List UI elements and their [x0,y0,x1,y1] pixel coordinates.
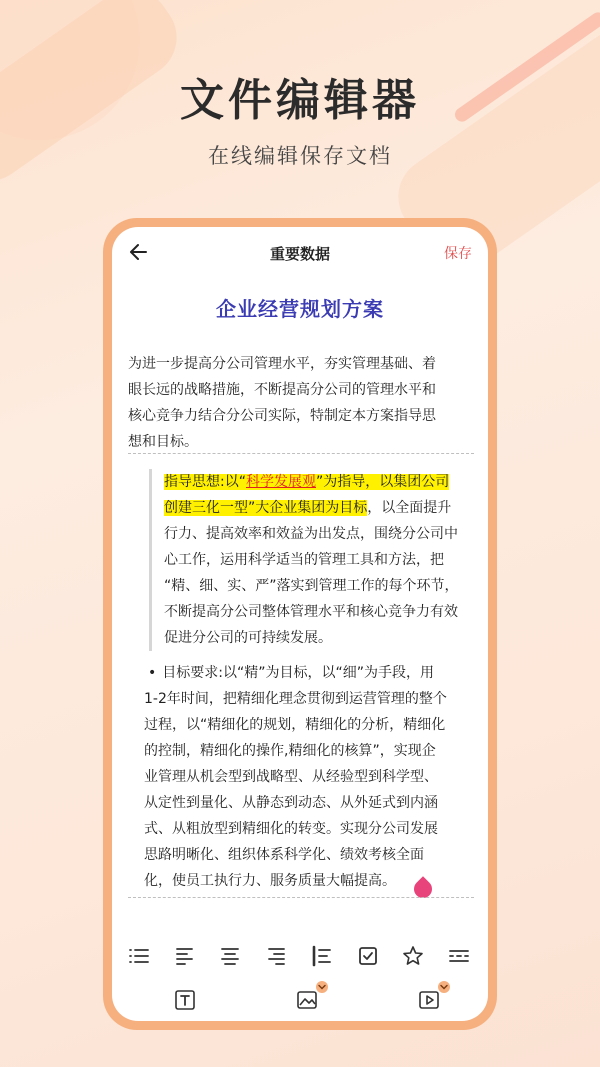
text-line: 式、从粗放型到精细化的转变。实现分公司发展 [144,821,438,837]
text-line: 业管理从机会型到战略型、从经验型到科学型、 [144,769,438,785]
document-title[interactable]: 企业经营规划方案 [216,297,384,321]
quote-block[interactable] [149,469,488,651]
text-line: 过程，以“精细化的规划，精细化的分析，精细化 [144,717,446,733]
text-line: 核心竞争力结合分公司实际，特制定本方案指导思 [128,408,436,424]
highlighted-text: 指导思想:以“ [164,474,246,490]
save-button[interactable]: 保存 [444,246,472,262]
chevron-down-icon [316,981,328,993]
divider-icon[interactable] [446,943,472,969]
top-bar [112,227,488,277]
text-line: “精、细、实、严”落实到管理工作的每个环节， [164,578,459,594]
text-line: 的控制，精细化的操作,精细化的核算”，实现企 [144,743,436,759]
text-line [164,469,488,495]
star-icon[interactable] [400,943,426,969]
text-line: 眼长远的战略措施，不断提高分公司的管理水平和 [128,382,436,398]
align-left-icon[interactable] [172,943,198,969]
chevron-down-icon [438,981,450,993]
hero-subtitle: 在线编辑保存文档 [208,144,392,168]
bullet-icon: • [148,665,157,681]
page-title: 重要数据 [269,245,330,263]
text-line: 1-2年时间，把精细化理念贯彻到运营管理的整个 [144,691,447,707]
text-line: 从定性到量化、从静态到动态、从外延式到内涵 [144,795,438,811]
align-right-icon[interactable] [263,943,289,969]
plain-text: ，以全面提升 [367,500,452,516]
format-toolbar [126,941,472,971]
dashed-divider [128,453,474,454]
image-icon[interactable] [294,987,320,1013]
phone-frame [103,218,497,1030]
checkbox-icon[interactable] [355,943,381,969]
insert-toolbar [172,985,442,1015]
text-line: 想和目标。 [128,434,198,450]
text-line: 思路明晰化、组织体系科学化、绩效考核全面 [144,847,424,863]
plain-text: 目标要求:以“精”为目标，以“细”为手段，用 [162,665,434,681]
highlighted-text: ”为指导，以集团公司 [315,474,450,490]
goal-bullet-item[interactable] [144,660,474,894]
intro-paragraph[interactable] [128,351,472,455]
link-text[interactable]: 科学发展观 [245,474,316,490]
text-box-icon[interactable] [172,987,198,1013]
text-line [144,660,474,686]
text-line: 促进分公司的可持续发展。 [164,630,332,646]
text-line: 化，使员工执行力、服务质量大幅提高。 [144,873,396,889]
bulleted-list-icon[interactable] [126,943,152,969]
text-line: 行力、提高效率和效益为出发点，围绕分公司中 [164,526,458,542]
text-line [164,495,488,521]
editor-screen [112,227,488,1021]
text-line: 心工作，运用科学适当的管理工具和方法，把 [164,552,444,568]
align-center-icon[interactable] [217,943,243,969]
dashed-divider [128,897,474,898]
video-icon[interactable] [416,987,442,1013]
hero-title: 文件编辑器 [180,75,420,126]
highlighted-text: 创建三化一型”大企业集团为目标 [164,500,368,516]
text-line: 不断提高分公司整体管理水平和核心竞争力有效 [164,604,458,620]
indent-bar-icon[interactable] [309,943,335,969]
text-line: 为进一步提高分公司管理水平，夯实管理基础、着 [128,356,436,372]
